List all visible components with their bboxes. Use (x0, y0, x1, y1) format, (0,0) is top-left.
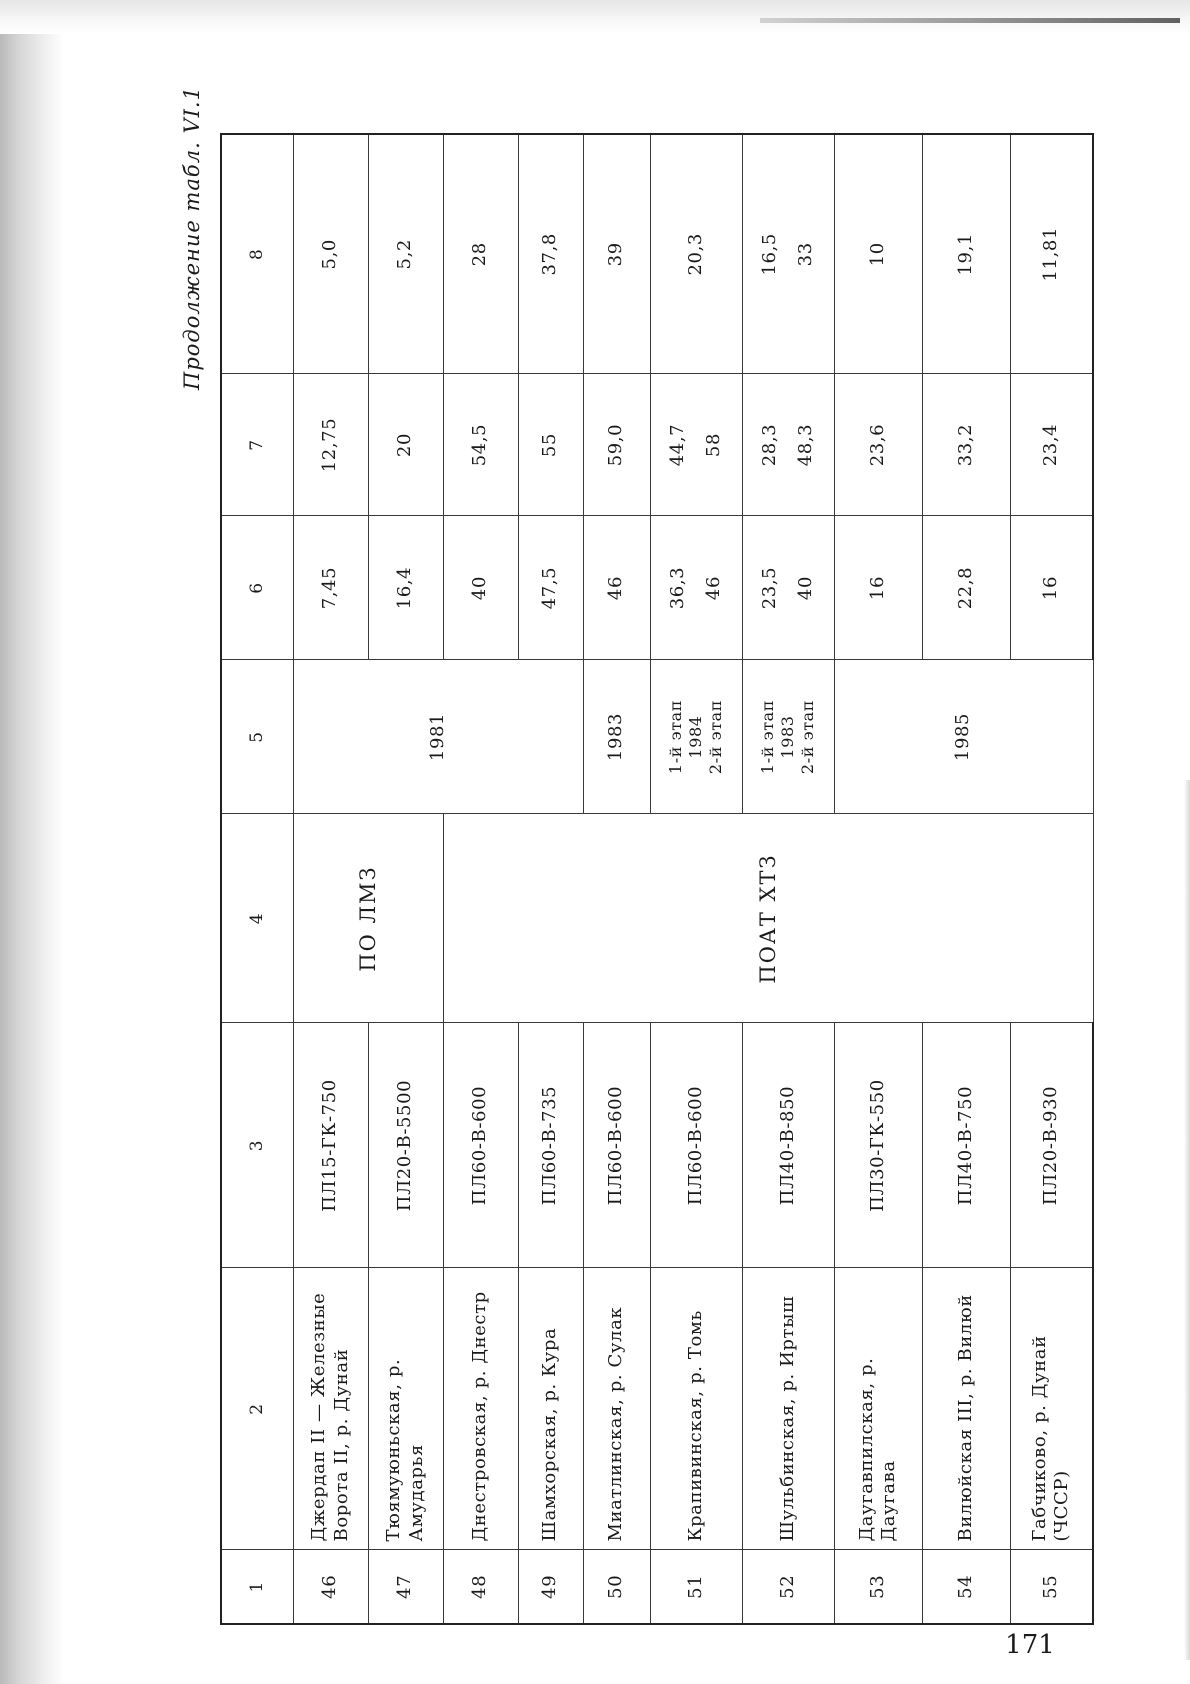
value-col6 (368, 516, 443, 660)
value: 16 (866, 575, 888, 601)
row-number: 51 (650, 1550, 742, 1624)
value-col7 (583, 374, 650, 516)
value-col8 (518, 134, 583, 374)
row-number: 46 (293, 1550, 368, 1624)
year-stage-cell (742, 660, 834, 814)
value-col8 (443, 134, 518, 374)
value-col8 (834, 134, 922, 374)
value: 39 (605, 242, 627, 267)
value: 59,0 (605, 423, 627, 467)
value-col7 (293, 374, 368, 516)
row-number: 54 (922, 1550, 1010, 1624)
value: 28 (469, 242, 491, 267)
station-name: Днестровская, р. Днестр (443, 1268, 518, 1550)
station-name: Шамхорская, р. Кура (518, 1268, 583, 1550)
station-name: Джердап II — Железные Ворота II, р. Дунай (293, 1268, 368, 1550)
year-cell (293, 660, 583, 814)
year-cell (834, 660, 1093, 814)
value: 16,4 (394, 566, 416, 610)
value: 10 (866, 242, 888, 267)
year-label: 1985 (952, 712, 974, 762)
value: 58 (703, 432, 724, 458)
value-col7 (650, 374, 742, 516)
value-col7 (518, 374, 583, 516)
value-col8 (1010, 134, 1093, 374)
value: 7,45 (319, 566, 341, 610)
stage-year: 1984 (686, 715, 705, 759)
turbine-type: ПЛ60-В-600 (443, 1023, 518, 1268)
value: 20 (394, 432, 416, 458)
row-number: 55 (1010, 1550, 1093, 1624)
turbine-type: ПЛ20-В-5500 (368, 1023, 443, 1268)
year-stage-cell (650, 660, 742, 814)
value-col6 (922, 516, 1010, 660)
value: 23,6 (866, 423, 888, 467)
value-col6 (742, 516, 834, 660)
value-col8 (368, 134, 443, 374)
scan-shadow-right (1184, 780, 1190, 1660)
value-col6 (1010, 516, 1093, 660)
value-col7 (1010, 374, 1093, 516)
value: 12,75 (319, 417, 341, 473)
table-row (443, 134, 518, 1624)
value-col7 (834, 374, 922, 516)
value: 44,7 (666, 423, 688, 467)
table-caption: Продолжение табл. VI.1 (180, 86, 204, 390)
value-col6 (518, 516, 583, 660)
value: 48,3 (795, 423, 816, 467)
turbine-table (220, 133, 1094, 1625)
station-name: Шульбинская, р. Иртыш (742, 1268, 834, 1550)
value: 47,5 (539, 566, 561, 610)
value-col8 (293, 134, 368, 374)
year-label: 1981 (426, 712, 448, 762)
value: 11,81 (1040, 226, 1061, 282)
stage-label: 2-й этап (706, 699, 725, 775)
value: 5,2 (394, 239, 416, 270)
stage-year: 1983 (778, 715, 797, 759)
manufacturer-label: ПОАТ ХТЗ (755, 853, 780, 984)
value-col8 (650, 134, 742, 374)
value-col6 (583, 516, 650, 660)
turbine-type: ПЛ60-В-600 (650, 1023, 742, 1268)
value: 37,8 (539, 233, 561, 276)
value: 40 (795, 575, 816, 601)
station-name: Вилюйская III, р. Вилюй (922, 1268, 1010, 1550)
value-col7 (443, 374, 518, 516)
value-col8 (742, 134, 834, 374)
value: 54,5 (469, 423, 491, 467)
table-row (293, 134, 368, 1624)
header-cell: 6 (221, 516, 293, 660)
header-cell: 4 (221, 814, 293, 1023)
header-cell: 1 (221, 1550, 293, 1624)
value: 19,1 (954, 233, 976, 276)
value-col6 (443, 516, 518, 660)
year-label: 1983 (605, 712, 627, 762)
turbine-type: ПЛ30-ГК-550 (834, 1023, 922, 1268)
value: 16 (1040, 575, 1061, 601)
scan-shadow-top (0, 0, 1190, 34)
value: 33 (795, 242, 816, 267)
value-col6 (834, 516, 922, 660)
header-cell: 5 (221, 660, 293, 814)
year-cell (583, 660, 650, 814)
value-col7 (368, 374, 443, 516)
manufacturer-label: ПО ЛМЗ (355, 865, 380, 972)
header-row (221, 134, 293, 1624)
stage-label: 2-й этап (798, 699, 817, 775)
value-col7 (742, 374, 834, 516)
value-col8 (922, 134, 1010, 374)
stage-label: 1-й этап (666, 699, 685, 775)
value: 20,3 (684, 233, 706, 276)
value: 33,2 (954, 423, 976, 467)
station-name: Даугавпилская, р. Даугава (834, 1268, 922, 1550)
value: 23,4 (1040, 423, 1061, 467)
scan-shadow-left (0, 0, 64, 1684)
value-col6 (650, 516, 742, 660)
turbine-type: ПЛ20-В-930 (1010, 1023, 1093, 1268)
scan-edge-line (760, 18, 1180, 23)
value: 28,3 (758, 423, 780, 467)
row-number: 52 (742, 1550, 834, 1624)
station-name: Крапивинская, р. Томь (650, 1268, 742, 1550)
value: 23,5 (758, 566, 780, 610)
row-number: 49 (518, 1550, 583, 1624)
value: 46 (703, 575, 724, 601)
stage-label: 1-й этап (758, 699, 777, 775)
rotated-page-content (168, 86, 1080, 1625)
turbine-type: ПЛ40-В-850 (742, 1023, 834, 1268)
value: 22,8 (954, 566, 976, 610)
manufacturer-cell (293, 814, 443, 1023)
value-col7 (922, 374, 1010, 516)
row-number: 47 (368, 1550, 443, 1624)
value-col8 (583, 134, 650, 374)
row-number: 53 (834, 1550, 922, 1624)
value: 5,0 (319, 239, 341, 270)
page-number: 171 (1005, 1630, 1055, 1660)
value: 16,5 (758, 233, 780, 276)
turbine-type: ПЛ60-В-600 (583, 1023, 650, 1268)
turbine-type: ПЛ60-В-735 (518, 1023, 583, 1268)
turbine-type: ПЛ15-ГК-750 (293, 1023, 368, 1268)
value: 46 (605, 575, 627, 601)
value: 36,3 (666, 566, 688, 610)
row-number: 50 (583, 1550, 650, 1624)
station-name: Габчиково, р. Дунай (ЧССР) (1010, 1268, 1093, 1550)
turbine-type: ПЛ40-В-750 (922, 1023, 1010, 1268)
header-cell: 3 (221, 1023, 293, 1268)
value: 40 (469, 575, 491, 601)
value: 55 (539, 432, 561, 458)
header-cell: 8 (221, 134, 293, 374)
value-col6 (293, 516, 368, 660)
station-name: Тюямуюньская, р. Амударья (368, 1268, 443, 1550)
station-name: Миатлинская, р. Сулак (583, 1268, 650, 1550)
manufacturer-cell (443, 814, 1093, 1023)
header-cell: 2 (221, 1268, 293, 1550)
header-cell: 7 (221, 374, 293, 516)
row-number: 48 (443, 1550, 518, 1624)
